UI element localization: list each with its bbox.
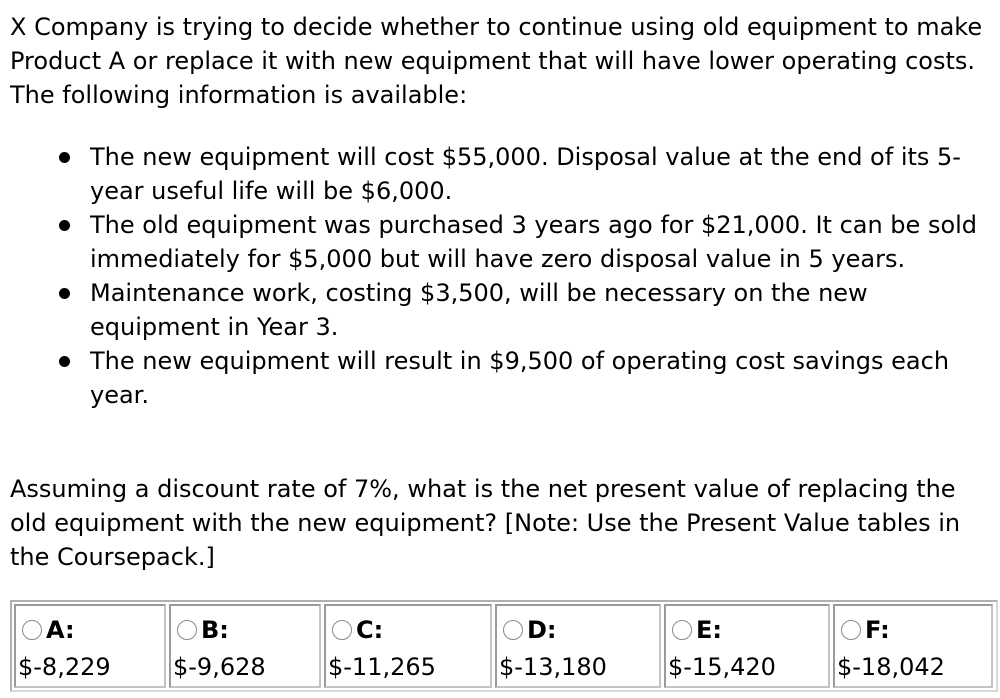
fact-item: Maintenance work, costing $3,500, will be necessary on the new equipment in Year 3. (50, 276, 980, 344)
option-letter: D: (527, 616, 557, 644)
radio-button-f[interactable] (841, 620, 861, 640)
option-letter: F: (865, 616, 890, 644)
radio-button-b[interactable] (177, 620, 197, 640)
option-letter: B: (201, 616, 229, 644)
radio-button-e[interactable] (672, 620, 692, 640)
option-value: $-8,229 (18, 653, 111, 681)
option-letter: E: (696, 616, 722, 644)
radio-button-a[interactable] (22, 620, 42, 640)
radio-button-d[interactable] (503, 620, 523, 640)
option-b[interactable] (169, 604, 321, 688)
option-value: $-13,180 (499, 653, 607, 681)
question-intro: X Company is trying to decide whether to continue using old equipment to make Product A or replace it with new equipment that will have lower operating costs. The following information is available: (10, 13, 983, 109)
fact-item: The new equipment will result in $9,500 of operating cost savings each year. (50, 344, 980, 412)
option-value: $-9,628 (173, 653, 266, 681)
option-value: $-15,420 (668, 653, 776, 681)
option-letter: A: (46, 616, 75, 644)
option-f[interactable] (833, 604, 993, 688)
option-e[interactable] (664, 604, 830, 688)
fact-item: The old equipment was purchased 3 years ago for $21,000. It can be sold immediately for $5,000 but will have zero disposal value in 5 years. (50, 208, 980, 276)
answer-options-table (10, 600, 998, 692)
facts-list (50, 140, 980, 412)
fact-item: The new equipment will cost $55,000. Disposal value at the end of its 5-year useful life will be $6,000. (50, 140, 980, 208)
option-letter: C: (356, 616, 384, 644)
question-text: Assuming a discount rate of 7%, what is the net present value of replacing the old equipment with the new equipment? [Note: Use the Present Value tables in the Coursepack.] (10, 475, 961, 571)
option-value: $-18,042 (837, 653, 945, 681)
option-c[interactable] (324, 604, 492, 688)
option-value: $-11,265 (328, 653, 436, 681)
radio-button-c[interactable] (332, 620, 352, 640)
option-d[interactable] (495, 604, 661, 688)
option-a[interactable] (14, 604, 166, 688)
